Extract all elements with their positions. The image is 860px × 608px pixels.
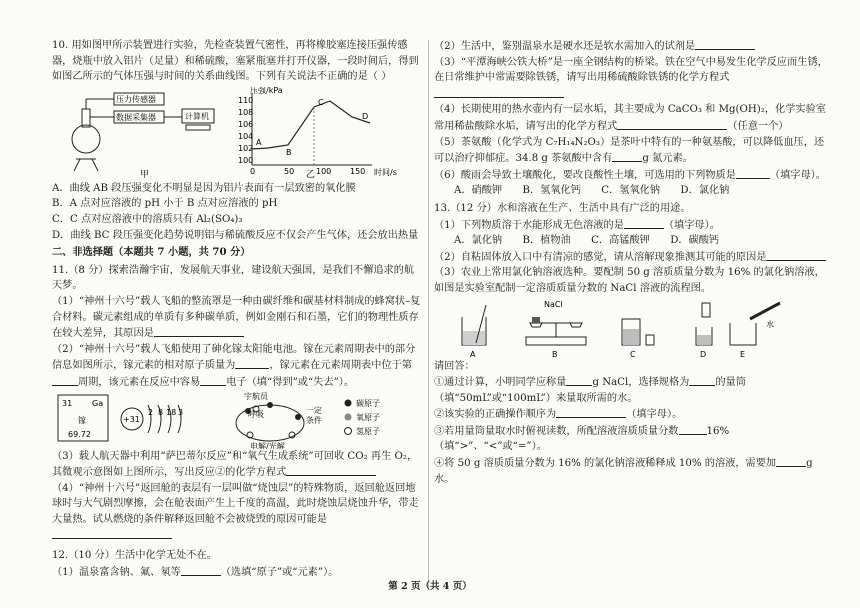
q11-part1-text: （1）“神州十六号”载人飞船的整流罩是一种由碳纤维和碳基材料制成的蜂窝状–复合材料。碳元素组成的单质有多种碳单质，例如金刚石和石墨，它们的物理性质存在较大差异，其原因是 — [52, 295, 421, 340]
q12-part6-options: A．硝酸钾 B．氢氧化钙 C．氢氧化钠 D．氯化钠 — [454, 185, 730, 197]
figure-yi-label: 乙 — [306, 169, 316, 179]
q13-step4-text-b: g 水。 — [434, 458, 813, 485]
condition-label-2: 条件 — [306, 415, 322, 425]
q13-step3-text-b: 16%（填“>”、“<”或“=”）。 — [434, 425, 730, 453]
q13-part1-text-b: （填字母）。 — [663, 219, 720, 231]
pressure-sensor-label: 压力传感器 — [116, 94, 156, 104]
q13-water-blank[interactable] — [776, 455, 806, 467]
water-label: 水 — [766, 319, 774, 329]
legend-carbon: 碳原子 — [356, 398, 380, 408]
figure-jia-label: 甲 — [140, 169, 150, 179]
right-column — [434, 38, 834, 487]
shell-3: 18 — [166, 407, 177, 417]
q12-part5 — [434, 135, 834, 167]
q11-part3-text: （3）载人航天器中利用“萨巴蒂尔反应”和“氧气生成系统”可回收 CO₂ 再生 O₂，其微观示意图如上图所示，写出反应②的化学方程式 — [52, 450, 418, 479]
q11-figure-svg — [52, 391, 424, 449]
q12-scale-equation-blank[interactable] — [617, 118, 727, 130]
electrolysis-label: 电解/光解 — [250, 441, 285, 449]
q12-reagent-blank[interactable] — [695, 38, 755, 50]
q11-reason-blank[interactable] — [52, 527, 172, 539]
q12-part5-text-b: g 氮元素。 — [642, 153, 693, 165]
ytick-110: 110 — [238, 95, 254, 105]
xtick-50: 50 — [284, 166, 295, 176]
q12-part4 — [434, 102, 834, 134]
q13-step1-text: ①通过计算，小明同学应称量 — [434, 377, 567, 389]
q12-stem: 12.（10 分）生活中化学无处不在。 — [52, 550, 217, 562]
xtick-100: 100 — [316, 166, 332, 176]
q11-equation-blank[interactable] — [286, 464, 376, 476]
atomic-mass: 69.72 — [68, 429, 91, 439]
reaction-cycle-diagram — [236, 402, 304, 441]
q12-part4-text: （4）长期使用的热水壶内有一层水垢，其主要成为 CaCO₃ 和 Mg(OH)₂，化学实验室常用稀盐酸除水垢，请写出的化学方程式 — [434, 104, 826, 132]
condition-label: 一定 — [306, 405, 322, 415]
element-symbol: Ga — [92, 398, 104, 408]
q12-rust-equation-blank[interactable] — [434, 86, 564, 98]
step-a-label: A — [470, 349, 476, 359]
computer-label: 计算机 — [185, 111, 209, 121]
q11-part1-blank[interactable] — [154, 325, 244, 337]
pouring-beaker — [696, 303, 712, 345]
breath-label: 呼吸 — [248, 409, 264, 419]
column-divider — [428, 40, 429, 590]
ytick-108: 108 — [238, 107, 254, 117]
q10-figure — [52, 87, 424, 179]
q13-step3-text: ③若用量筒量取水时俯视读数，所配溶液溶质质量分数 — [434, 425, 679, 437]
q10-option-d: D．曲线 BC 段压强变化趋势说明铝与稀硫酸反应不仅会产生气体，还会放出热量 — [52, 229, 419, 241]
shell-2: 8 — [158, 407, 164, 417]
q11-stem: 11.（8 分）探索浩瀚宇宙，发展航天事业，建设航天强国，是我们不懈追求的航天梦。 — [52, 264, 415, 292]
q10-figure-svg — [52, 87, 424, 179]
q11-part2-text: （2）“神州十六号”载人飞船使用了砷化镓太阳能电池。镓在元素周期表中的部分信息如图所示，镓元素的相对原子质量为 — [52, 343, 416, 372]
q11-part3 — [52, 449, 424, 481]
q12-part1-text: （1）温泉富含钠、氟、氡等 — [52, 566, 181, 578]
step-e-label: E — [740, 349, 746, 359]
shell-1: 2 — [148, 407, 154, 417]
point-c: C — [318, 97, 324, 107]
oxygen-atom-icon — [345, 413, 352, 420]
carbon-atom-icon — [345, 399, 352, 406]
q11-part2-text-d: 电子（填“得到”或“失去”）。 — [226, 376, 355, 388]
q13-step2-text: ②该实验的正确操作顺序为 — [434, 409, 557, 421]
q13-procedure-figure — [434, 297, 834, 359]
q13-part2-text: （2）自粘固体放入口中有清凉的感觉，请从溶解现象推测其可能的原因是 — [434, 251, 767, 263]
apparatus-figure — [72, 93, 214, 171]
x-axis-label: 时间/s — [374, 167, 397, 177]
q12-part1-text-b: （选填“原子”或“元素”）。 — [220, 566, 339, 578]
nacl-label: NaCl — [544, 299, 563, 309]
q11-period-blank[interactable] — [52, 374, 78, 386]
q12-element-blank[interactable] — [181, 564, 221, 576]
q13-stem: 13.（12 分）水和溶液在生产、生活中具有广泛的用途。 — [434, 202, 691, 214]
pressure-graph — [252, 93, 372, 165]
ytick-100: 100 — [238, 155, 254, 165]
step-c-label: C — [630, 349, 636, 359]
q11-part2-text-c: 周期，该元素在反应中容易 — [78, 376, 201, 388]
xtick-0: 0 — [250, 166, 256, 176]
element-name: 镓 — [78, 415, 86, 425]
q11-part2-text-b: ，镓元素在元素周期表中位于第 — [269, 360, 412, 372]
point-a: A — [256, 137, 262, 147]
q12-part6-text-b: （填字母）。 — [769, 169, 826, 181]
reagent-jar — [622, 319, 654, 345]
q13-step4 — [434, 455, 834, 487]
q13-part3: （3）农业上常用氯化钠溶液选种。要配制 50 g 溶质质量分数为 16% 的氯化钠溶液，如图是实验室配制一定溶质质量分数的 NaCl 溶液的流程图。 — [434, 267, 825, 294]
q13-order-blank[interactable] — [556, 406, 626, 418]
q13-part2 — [434, 249, 834, 266]
y-axis-label: 压强/kPa — [250, 86, 283, 95]
q11-part1 — [52, 294, 424, 342]
q12-part6 — [434, 167, 834, 184]
q13-part1-text: （1）下列物质溶于水能形成无色溶液的是 — [434, 219, 624, 231]
q13-step2-text-b: （填字母）。 — [626, 409, 683, 421]
q13-reason-blank[interactable] — [766, 249, 826, 261]
q11-part4-text: （4）“神州十六号”返回舱的表层有一层叫做“烧蚀层”的特殊物质，返回舱返回地球时与大气剧烈摩擦，会在舱表面产生上千度的高温，此时烧蚀层烧蚀升华，带走大量热。试从燃烧的条件解释返回舱不会被烧毁的原因可能是 — [52, 482, 419, 525]
ytick-104: 104 — [238, 131, 254, 141]
q12-part6-text: （6）酸雨会导致土壤酸化，要改良酸性土壤，可选用的下列物质是 — [434, 169, 736, 181]
q13-part1-options: A．氯化钠 B．植物油 C．高锰酸钾 D．碳酸钙 — [454, 235, 720, 247]
data-collector-label: 数据采集器 — [116, 112, 156, 122]
q12-part3 — [434, 55, 834, 103]
q12-part3-text: （3）“平潭海峡公铁大桥”是一座全钢结构的桥梁。铁在空气中易发生化学反应而生锈，在日常维护中常需要除铁锈，请写出用稀硫酸除铁锈的化学方程式 — [434, 56, 828, 84]
q11-electron-blank[interactable] — [200, 374, 226, 386]
q13-step3 — [434, 423, 834, 455]
q10-option-a: A．曲线 AB 段压强变化不明显是因为铝片表面有一层致密的氧化膜 — [52, 182, 356, 194]
point-b: B — [286, 147, 292, 157]
q12-part4-text-b: （任意一个） — [727, 120, 789, 132]
q12-nitrogen-blank[interactable] — [612, 150, 642, 162]
step-b-label: B — [552, 349, 558, 359]
nucleus-charge: +31 — [123, 414, 140, 424]
q13-compare-blank[interactable] — [679, 423, 707, 435]
hydrogen-atom-icon — [345, 427, 352, 434]
q11-figure — [52, 391, 424, 449]
q13-step4-text: ④将 50 g 溶质质量分数为 16% 的氯化钠溶液稀释成 10% 的溶液，需要加 — [434, 458, 777, 470]
q10-stem: 10. 用如图甲所示装置进行实验，先检查装置气密性，再将橡胶塞连接压强传感器，烧瓶中放入铝片（足量）和稀硫酸，塞紧瓶塞并打开仪器，一段时间后，得到如图乙所示的气体压强与时间的关系曲线图。下列有关说法不正确的是（ ） — [52, 40, 419, 83]
step-d-label: D — [700, 349, 707, 359]
xtick-150: 150 — [350, 166, 366, 176]
left-column — [52, 38, 424, 580]
q13-figure-svg — [434, 297, 834, 359]
astronaut-label: 宇航员 — [244, 391, 268, 401]
section-2-heading: 二、非选择题（本题共 7 小题，共 70 分） — [52, 246, 251, 259]
ytick-106: 106 — [238, 119, 254, 129]
q11-part4 — [52, 481, 424, 544]
beaker-with-rod — [462, 305, 486, 345]
q13-cylinder-blank[interactable] — [689, 374, 715, 386]
q13-colorless-blank[interactable] — [624, 217, 664, 229]
page-footer: 第 2 页（共 4 页） — [388, 581, 472, 592]
q13-step1-text-c: 的量筒（填“50mL”或“100mL”）来量取所需的水。 — [434, 377, 746, 404]
q10-option-b: B．A 点对应溶液的 pH 小于 B 点对应溶液的 pH — [52, 198, 278, 210]
point-d: D — [362, 111, 369, 121]
legend-oxygen: 氧原子 — [356, 412, 380, 422]
answer-prompt: 请回答： — [434, 360, 475, 372]
q12-part2-text: （2）生活中，鉴别温泉水是硬水还是软水需加入的试剂是 — [434, 41, 696, 52]
q12-part2 — [434, 38, 834, 55]
shell-4: 3 — [178, 407, 184, 417]
balance-scale — [526, 317, 586, 345]
ytick-102: 102 — [238, 143, 254, 153]
q12-soil-blank[interactable] — [736, 167, 770, 179]
q11-mass-blank[interactable] — [235, 357, 269, 369]
atomic-number: 31 — [62, 398, 73, 408]
q13-nacl-mass-blank[interactable] — [566, 374, 592, 386]
q11-part2 — [52, 342, 424, 391]
legend-hydrogen: 氢原子 — [356, 426, 380, 436]
q13-part1 — [434, 217, 834, 234]
q13-step1 — [434, 374, 834, 406]
q13-step1-text-b: g NaCl，选择规格为 — [592, 377, 690, 389]
q10-option-c: C．C 点对应溶液中的溶质只有 Al₂(SO₄)₃ — [52, 213, 243, 225]
q13-step2 — [434, 406, 834, 423]
q12-part5-text: （5）茶氨酸（化学式为 C₇H₁₄N₂O₃）是茶叶中特有的一种氨基酸，可以降低血压，还可以治疗抑郁症。34.8 g 茶氨酸中含有 — [434, 136, 825, 165]
